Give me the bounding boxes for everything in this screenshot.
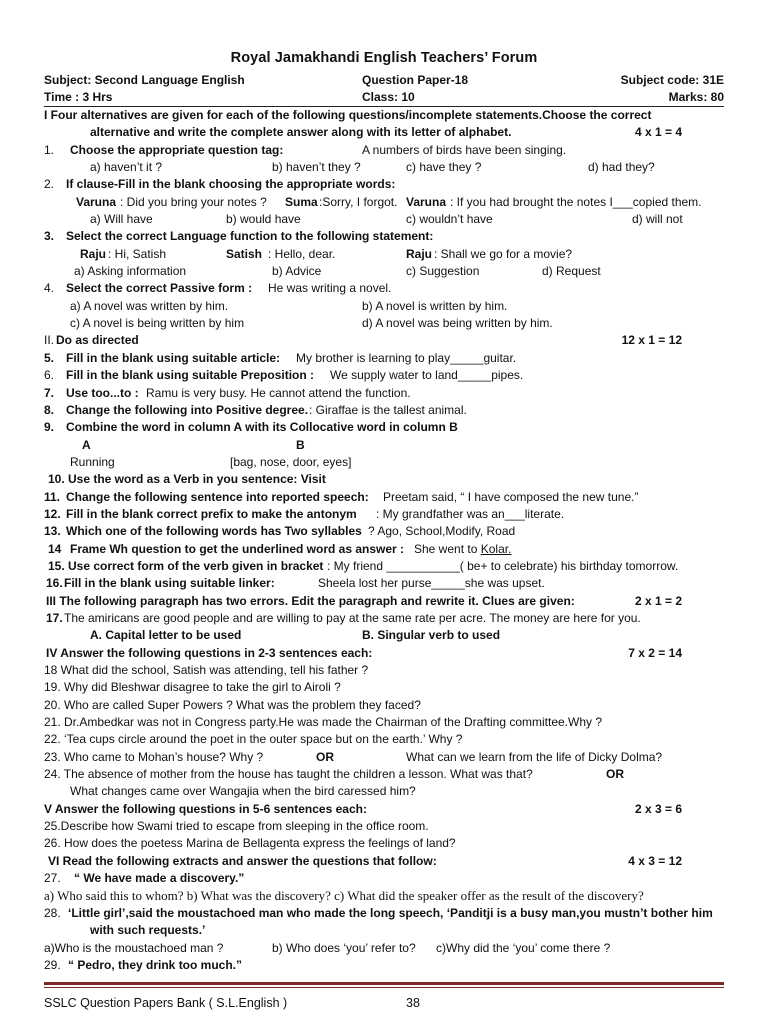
question-27: 27. “ We have made a discovery.”	[44, 871, 245, 886]
question-9-words: Running [bag, nose, door, eyes]	[70, 454, 352, 469]
section-5-heading: V Answer the following questions in 5-6 sentences each: 2 x 3 = 6	[44, 801, 724, 818]
question-6: 6. Fill in the blank using suitable Preposition : We supply water to land_____pipes.	[44, 368, 524, 383]
paper-number: Question Paper-18	[362, 73, 469, 87]
question-28: 28. ‘Little girl’,said the moustachoed man who made the long speech, ‘Panditji is a busy man,you mustn’t bother him	[44, 905, 713, 920]
question-21: 21. Dr.Ambedkar was not in Congress party.He was made the Chairman of the Drafting committee.Why ?	[44, 715, 603, 730]
section-1-heading: I Four alternatives are given for each of the following questions/incomplete statements.Choose the correct	[44, 108, 652, 122]
question-8: 8. Change the following into Positive degree. : Giraffae is the tallest animal.	[44, 402, 467, 417]
question-11: 11. Change the following sentence into reported speech: Preetam said, “ I have composed the new tune.”	[44, 489, 639, 504]
page-number: 38	[406, 996, 420, 1010]
question-20: 20. Who are called Super Powers ? What was the problem they faced?	[44, 697, 421, 712]
question-24-alt: What changes came over Wangajia when the bird caressed him?	[70, 784, 416, 799]
question-4: 4. Select the correct Passive form : He was writing a novel.	[44, 281, 392, 296]
question-5: 5. Fill in the blank using suitable article: My brother is learning to play_____guitar.	[44, 350, 517, 365]
question-14: 14 Frame Wh question to get the underlined word as answer : She went to Kolar.	[48, 541, 512, 556]
section-1-marks: 4 x 1 = 4	[634, 125, 682, 140]
question-15: 15. Use correct form of the verb given in bracket : My friend ___________( be+ to celebrate) his birthday tomorrow.	[48, 558, 679, 573]
question-18: 18 What did the school, Satish was attending, tell his father ?	[44, 663, 369, 677]
question-28-subquestions: a)Who is the moustachoed man ? b) Who does ‘you’ refer to? c)Why did the ‘you’ come there ?	[44, 940, 611, 955]
page-footer	[44, 982, 724, 1014]
page-title: Royal Jamakhandi English Teachers’ Forum	[230, 50, 538, 66]
question-22: 22. ‘Tea cups circle around the poet in the outer space but on the earth.’ Why ?	[44, 732, 463, 747]
question-29: 29. “ Pedro, they drink too much.”	[44, 957, 243, 972]
question-9: 9. Combine the word in column A with its Collocative word in column B	[44, 420, 458, 435]
question-1: 1. Choose the appropriate question tag: A numbers of birds have been singing.	[44, 142, 567, 157]
question-4-options-ab: a) A novel was written by him. b) A novel is written by him.	[70, 298, 508, 313]
time: Time : 3 Hrs	[44, 90, 113, 104]
section-4-marks: 7 x 2 = 14	[628, 645, 682, 660]
question-2-options: a) Will have b) would have c) wouldn’t have d) will not	[90, 212, 683, 227]
section-2-heading: II. Do as directed 12 x 1 = 12	[44, 332, 724, 349]
class: Class: 10	[362, 90, 415, 104]
or-label: OR	[316, 749, 334, 764]
question-9-columns: A B	[82, 437, 305, 452]
question-10: 10. Use the word as a Verb in you sentence: Visit	[48, 472, 326, 487]
marks: Marks: 80	[668, 90, 724, 104]
section-6-marks: 4 x 3 = 12	[628, 853, 682, 868]
question-26: 26. How does the poetess Marina de Bellagenta express the feelings of land?	[44, 836, 456, 851]
subject-code: Subject code: 31E	[620, 73, 724, 87]
meta-row-1	[44, 72, 724, 89]
section-5-marks: 2 x 3 = 6	[634, 801, 682, 816]
underlined-word: Kolar.	[480, 541, 512, 556]
section-3-marks: 2 x 1 = 2	[634, 593, 682, 608]
question-19: 19. Why did Bleshwar disagree to take the girl to Airoli ?	[44, 680, 341, 695]
question-24: 24. The absence of mother from the house has taught the children a lesson. What was that? OR	[44, 766, 724, 783]
question-7: 7. Use too...to : Ramu is very busy. He cannot attend the function.	[44, 385, 411, 400]
question-paper	[44, 50, 724, 974]
question-2: 2. If clause-Fill in the blank choosing the appropriate words:	[44, 177, 396, 192]
question-23: 23. Who came to Mohan’s house? Why ? OR What can we learn from the life of Dicky Dolma?	[44, 749, 724, 766]
question-1-options: a) haven’t it ? b) haven’t they ? c) have they ? d) had they?	[90, 160, 655, 175]
or-label-2: OR	[606, 767, 624, 782]
question-3-dialogue: Raju : Hi, Satish Satish : Hello, dear. Raju : Shall we go for a movie?	[80, 246, 573, 261]
subject: Subject: Second Language English	[44, 73, 245, 87]
question-25: 25.Describe how Swami tried to escape from sleeping in the office room.	[44, 819, 429, 834]
footer-rule	[44, 982, 724, 985]
section-4-heading: IV Answer the following questions in 2-3 sentences each: 7 x 2 = 14	[44, 645, 724, 662]
question-13: 13. Which one of the following words has Two syllables ? Ago, School,Modify, Road	[44, 524, 516, 539]
section-2-marks: 12 x 1 = 12	[621, 333, 682, 348]
question-27-subquestions: a) Who said this to whom? b) What was the discovery? c) What did the speaker offer as the result of the discovery?	[44, 888, 644, 904]
question-12: 12. Fill in the blank correct prefix to make the antonym : My grandfather was an___literate.	[44, 506, 565, 521]
question-17: 17. The amiricans are good people and are willing to pay at the same rate per acre. The money are here for you.	[46, 610, 641, 625]
question-16: 16. Fill in the blank using suitable linker: Sheela lost her purse_____she was upset.	[46, 576, 545, 591]
question-4-options-cd: c) A novel is being written by him d) A novel was being written by him.	[70, 316, 553, 331]
section-3-heading: III The following paragraph has two errors. Edit the paragraph and rewrite it. Clues are given: 2 x 1 = 2	[44, 593, 724, 610]
question-3-options: a) Asking information b) Advice c) Suggestion d) Request	[74, 264, 601, 279]
question-17-clues: A. Capital letter to be used B. Singular verb to used	[90, 628, 501, 643]
section-6-heading: VI Read the following extracts and answer the questions that follow: 4 x 3 = 12	[44, 853, 724, 870]
footer-source: SSLC Question Papers Bank ( S.L.English )	[44, 996, 288, 1010]
footer-rule-thin	[44, 987, 724, 988]
question-2-dialogue: Varuna : Did you bring your notes ? Suma :Sorry, I forgot. Varuna : If you had brought the notes I___copied them.	[76, 194, 702, 209]
question-28-cont: with such requests.’	[90, 923, 206, 938]
question-3: 3. Select the correct Language function to the following statement:	[44, 229, 434, 244]
meta-row-2	[44, 89, 724, 106]
section-1-heading-2: alternative and write the complete answer along with its letter of alphabet. 4 x 1 = 4	[44, 124, 724, 141]
